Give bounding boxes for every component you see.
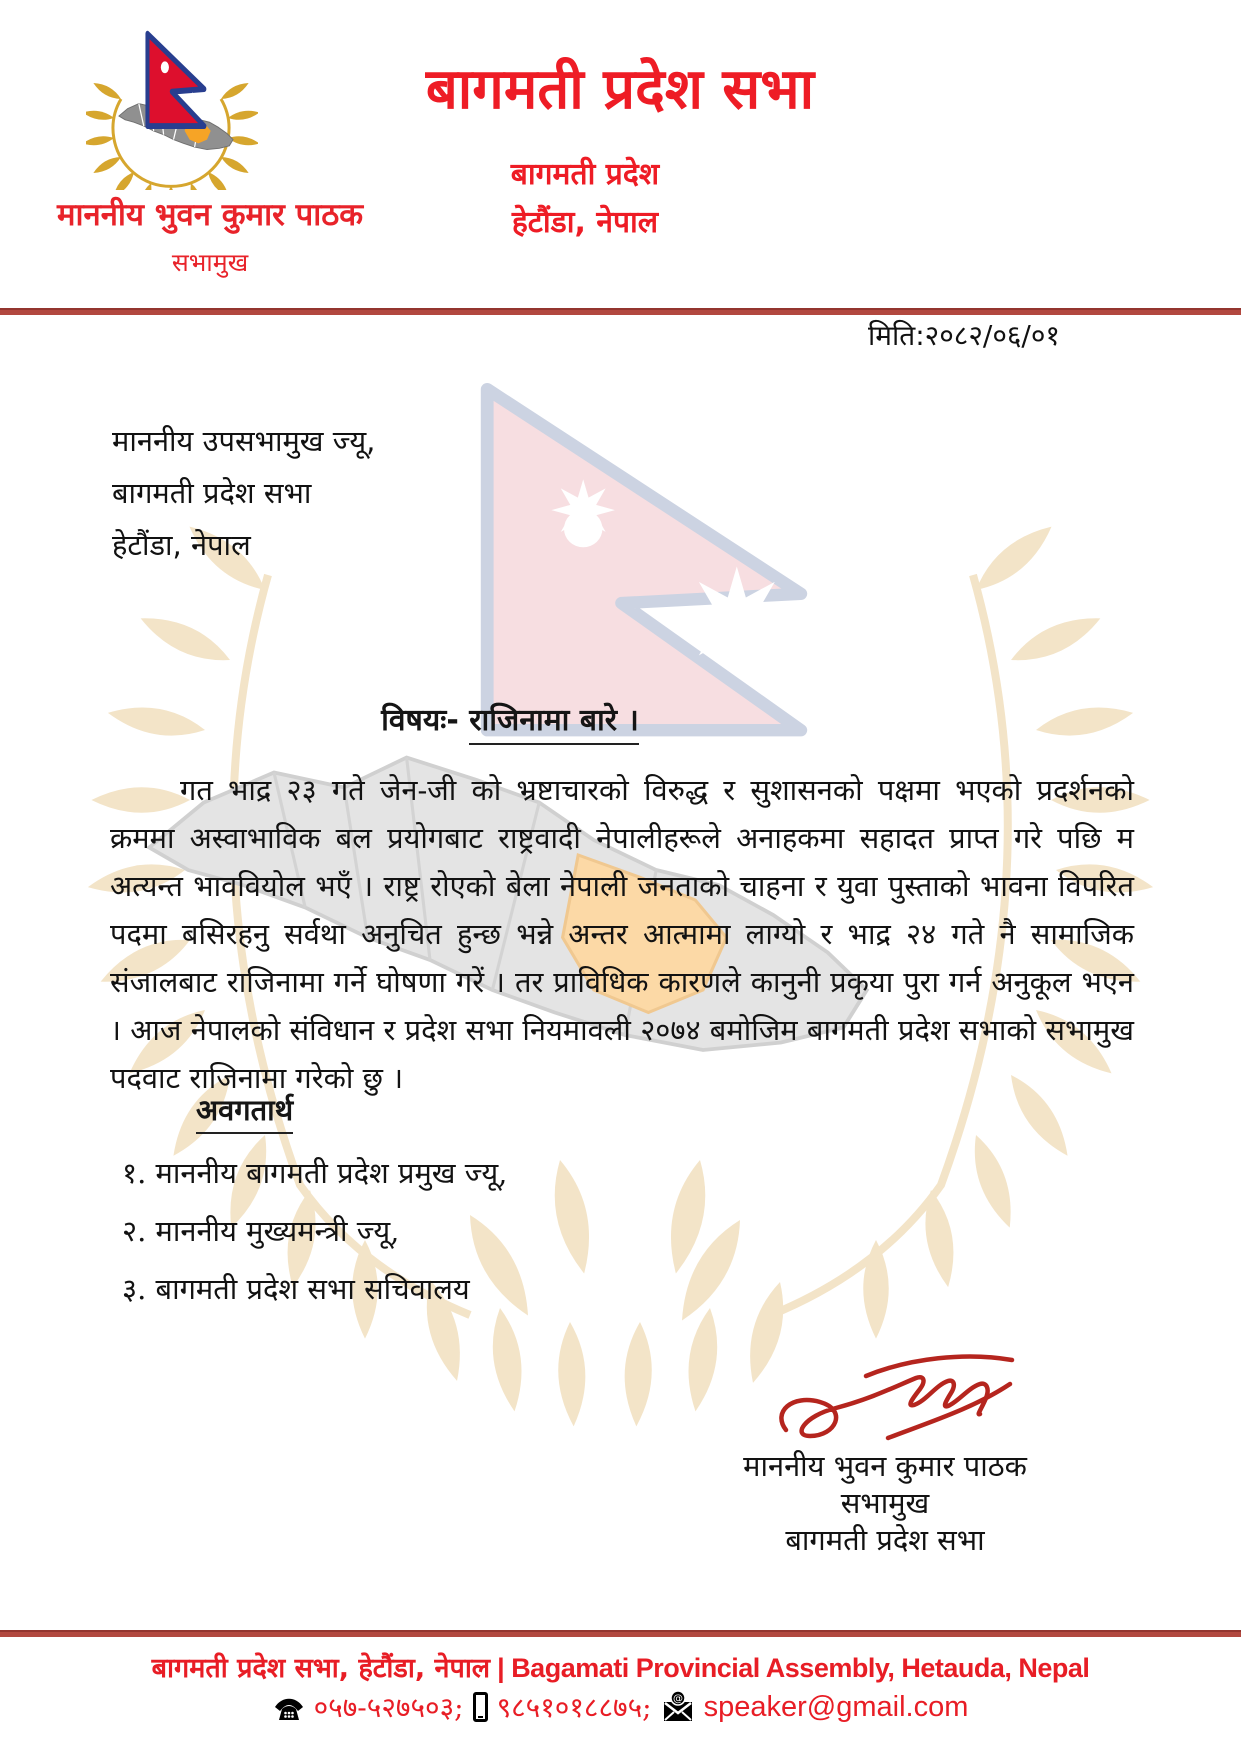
cc-item-3: ३. बागमती प्रदेश सभा सचिवालय	[122, 1272, 470, 1306]
mobile-phone-icon	[473, 1692, 488, 1722]
cc-heading: अवगतार्थ	[196, 1090, 293, 1134]
official-name-header: माननीय भुवन कुमार पाठक	[56, 197, 364, 233]
footer-email: speaker@gmail.com	[703, 1690, 969, 1723]
assembly-title: बागमती प्रदेश सभा	[425, 57, 815, 122]
assembly-logo	[86, 28, 258, 190]
signature-block	[690, 1448, 1080, 1559]
cc-item-2: २. माननीय मुख्यमन्त्री ज्यू,	[122, 1214, 400, 1248]
email-icon	[661, 1690, 695, 1724]
phone-icon	[273, 1693, 305, 1721]
signatory-org: बागमती प्रदेश सभा	[785, 1523, 985, 1557]
footer-address-nepali: बागमती प्रदेश सभा, हेटौंडा, नेपाल	[151, 1653, 491, 1684]
footer-address	[0, 1648, 1241, 1685]
assembly-subtitle-province: बागमती प्रदेश	[510, 157, 660, 192]
cc-item-1: १. माननीय बागमती प्रदेश प्रमुख ज्यू,	[122, 1156, 508, 1190]
nepal-flag-watermark	[487, 389, 801, 730]
subject-underlined: राजिनामा बारे ।	[469, 703, 639, 745]
cc-list	[122, 1144, 507, 1318]
footer-address-divider: |	[490, 1653, 512, 1683]
footer-separator-line	[0, 1630, 1241, 1637]
nepal-flag-icon	[147, 34, 204, 126]
signatory-name: माननीय भुवन कुमार पाठक	[743, 1449, 1027, 1483]
subject-prefix: विषयः-	[381, 703, 470, 738]
official-title-header: सभामुख	[171, 248, 249, 277]
recipient-line-3: हेटौंडा, नेपाल	[112, 528, 251, 562]
recipient-line-1: माननीय उपसभामुख ज्यू,	[112, 424, 376, 458]
signature-handwriting	[770, 1350, 1020, 1455]
footer-address-english: Bagamati Provincial Assembly, Hetauda, Nepal	[511, 1653, 1090, 1683]
subject-line	[150, 698, 870, 739]
letter-body: गत भाद्र २३ गते जेन-जी को भ्रष्टाचारको विरुद्ध र सुशासनको पक्षमा भएको प्रदर्शनको क्रममा अस्वाभाविक बल प्रयोगबाट राष्ट्रवादी नेपालीहरूले अनाहकमा सहादत प्राप्त गरे पछि म अत्यन्त भाववियोल भएँ । राष्ट्र रोएको बेला नेपाली जनताको चाहना र युवा पुस्ताको भावना विपरित पदमा बसिरहनु सर्वथा अनुचित हुन्छ भन्ने अन्तर आत्मामा लाग्यो र भाद्र २४ गते नै सामाजिक संजालबाट राजिनामा गर्ने घोषणा गरें । तर प्राविधिक कारणले कानुनी प्रकृया पुरा गर्न अनुकूल भएन । आज नेपालको संविधान र प्रदेश सभा नियमावली २०७४ बमोजिम बागमती प्रदेश सभाको सभामुख पदवाट राजिनामा गरेको छु ।	[110, 773, 1134, 1095]
signatory-title: सभामुख	[840, 1486, 930, 1520]
date-line: मिति:२०८२/०६/०१	[868, 319, 1060, 352]
header-separator-line	[0, 308, 1241, 315]
recipient-block	[112, 415, 375, 571]
recipient-line-2: बागमती प्रदेश सभा	[112, 476, 312, 510]
svg-text:@: @	[672, 1693, 683, 1705]
assembly-subtitle-city: हेटौंडा, नेपाल	[511, 205, 659, 240]
footer-phone: ०५७-५२७५०३;	[313, 1691, 464, 1724]
footer-contact-row	[0, 1688, 1241, 1726]
footer-mobile: ९८५१०१८८७५;	[496, 1691, 652, 1724]
